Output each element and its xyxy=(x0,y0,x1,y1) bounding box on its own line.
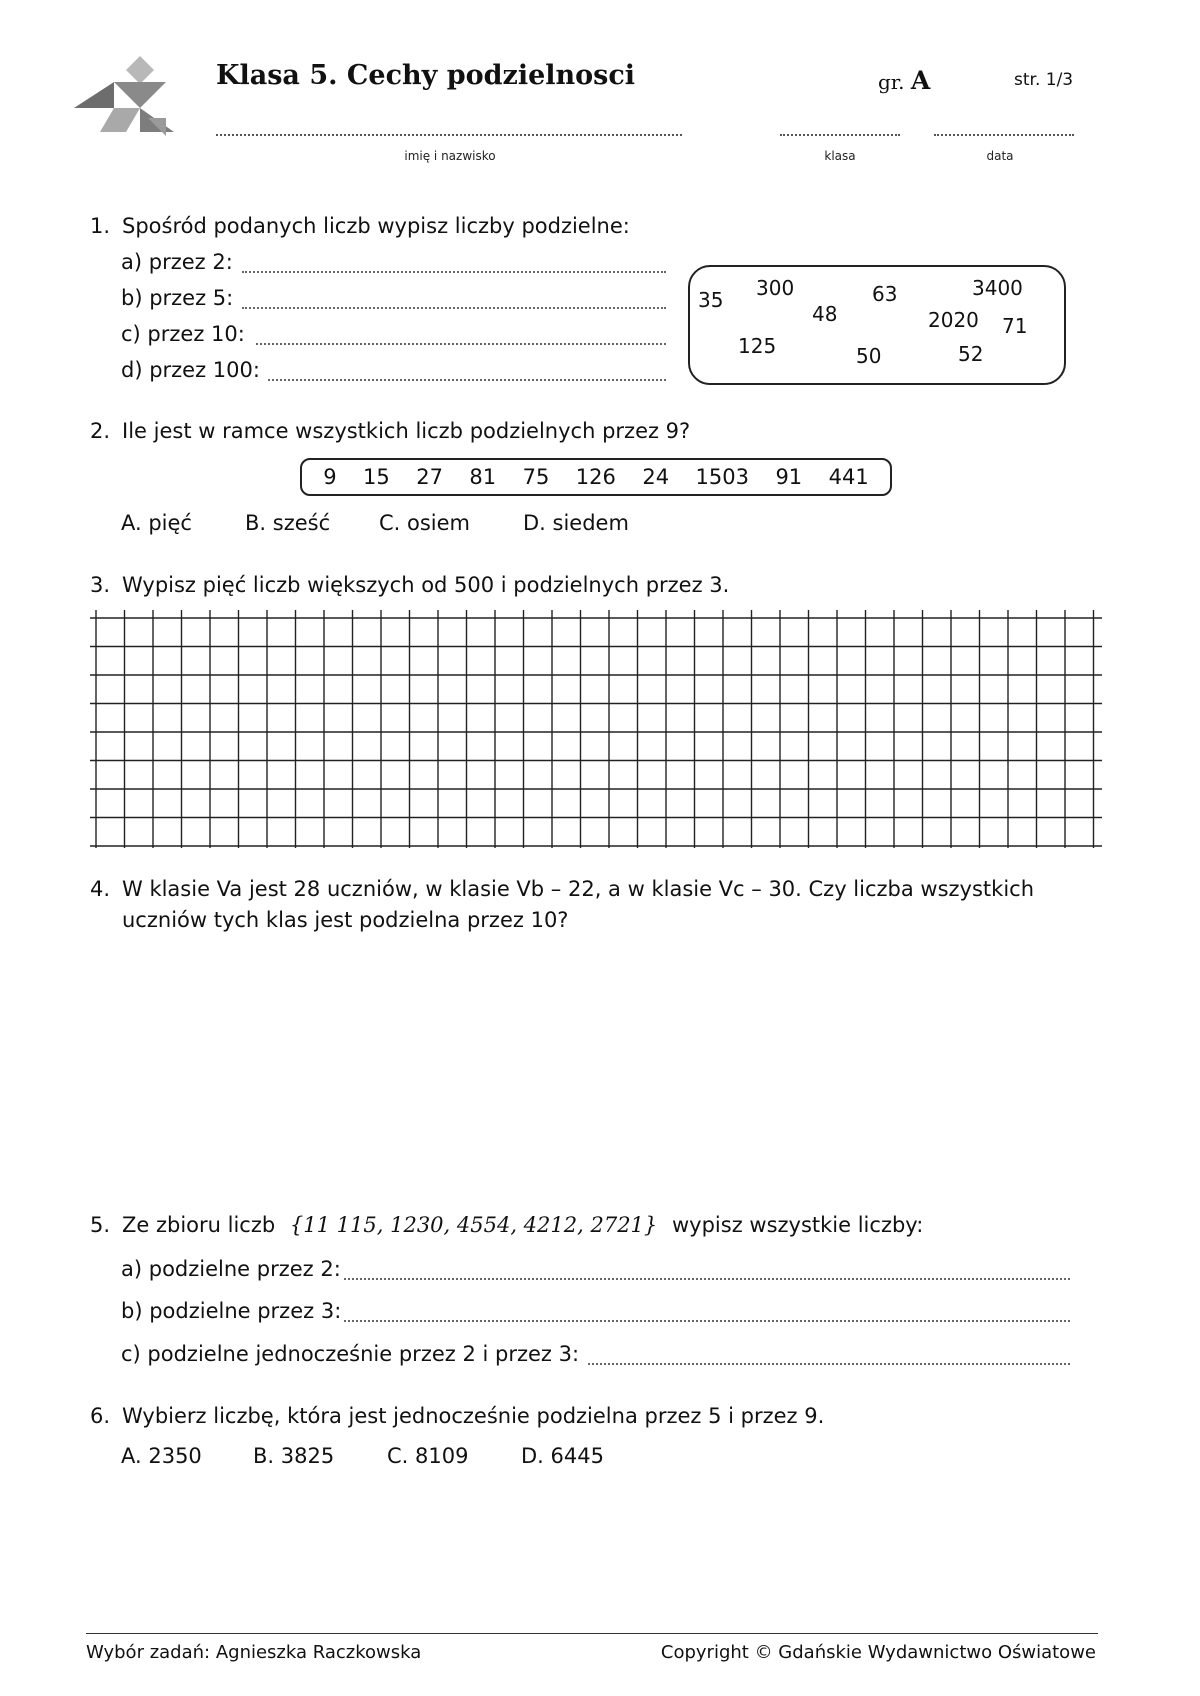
answer-grid[interactable] xyxy=(90,610,1102,848)
q1-item-a-label: a) przez 2: xyxy=(121,250,233,274)
frame-number: 3400 xyxy=(972,276,1023,300)
q2-number-frame xyxy=(300,458,892,496)
q5-item-a-label: a) podzielne przez 2: xyxy=(121,1257,341,1281)
q1-item-d-label: d) przez 100: xyxy=(121,358,260,382)
q2-options xyxy=(121,511,629,535)
q5-item-a-answer-line[interactable] xyxy=(344,1278,1070,1280)
question-2 xyxy=(90,419,690,443)
footer-divider xyxy=(86,1633,1098,1634)
answer-option-b[interactable]: B. 3825 xyxy=(253,1444,335,1468)
q5-item-b-label: b) podzielne przez 3: xyxy=(121,1299,342,1323)
frame-number: 125 xyxy=(738,334,777,358)
frame-number: 48 xyxy=(812,302,838,326)
q6-options xyxy=(121,1444,604,1468)
answer-option-b[interactable]: B. sześć xyxy=(245,511,331,535)
frame-number: 71 xyxy=(1002,314,1028,338)
question-5 xyxy=(90,1213,923,1237)
frame-number: 1503 xyxy=(695,465,749,489)
frame-number: 27 xyxy=(416,465,443,489)
name-caption: imię i nazwisko xyxy=(404,149,496,163)
question-text: Spośród podanych liczb wypisz liczby podzielne: xyxy=(122,214,630,238)
question-6 xyxy=(90,1404,824,1428)
q5-item-b-answer-line[interactable] xyxy=(344,1320,1070,1322)
question-text: Wypisz pięć liczb większych od 500 i podzielnych przez 3. xyxy=(122,573,730,597)
q1-item-c-answer-line[interactable] xyxy=(256,343,666,345)
q1-item-d-answer-line[interactable] xyxy=(268,379,666,381)
frame-number: 81 xyxy=(469,465,497,489)
answer-option-c[interactable]: C. 8109 xyxy=(387,1444,469,1468)
publisher-logo xyxy=(74,56,184,146)
frame-number: 9 xyxy=(323,465,337,489)
name-field-line xyxy=(216,134,682,136)
question-number: 3. xyxy=(90,573,111,597)
q5-item-c-label: c) podzielne jednocześnie przez 2 i przez 3: xyxy=(121,1342,580,1366)
group-indicator xyxy=(878,66,930,95)
page-title: Klasa 5. Cechy podzielnosci xyxy=(216,60,636,91)
date-field-line xyxy=(934,134,1074,136)
frame-number: 91 xyxy=(775,465,803,489)
question-text-line-1: W klasie Va jest 28 uczniów, w klasie Vb – 22, a w klasie Vc – 30. Czy liczba wszystkich xyxy=(122,877,1035,901)
class-caption: klasa xyxy=(824,149,856,163)
frame-number: 300 xyxy=(756,276,795,300)
answer-option-c[interactable]: C. osiem xyxy=(379,511,471,535)
class-field-line xyxy=(780,134,900,136)
q1-item-b-label: b) przez 5: xyxy=(121,286,234,310)
question-text-after: wypisz wszystkie liczby: xyxy=(671,1213,924,1237)
frame-number: 441 xyxy=(828,465,869,489)
frame-number: 15 xyxy=(363,465,390,489)
question-number: 2. xyxy=(90,419,111,443)
frame-number: 75 xyxy=(522,465,550,489)
footer-author: Wybór zadań: Agnieszka Raczkowska xyxy=(86,1642,422,1663)
answer-option-a[interactable]: A. 2350 xyxy=(121,1444,202,1468)
question-text-line-2: uczniów tych klas jest podzielna przez 10? xyxy=(122,908,569,932)
answer-option-a[interactable]: A. pięć xyxy=(121,511,192,535)
frame-number: 2020 xyxy=(928,308,979,332)
q1-item-b-answer-line[interactable] xyxy=(242,307,666,309)
frame-number: 52 xyxy=(958,342,984,366)
question-number: 1. xyxy=(90,214,111,238)
question-number: 6. xyxy=(90,1404,111,1428)
question-3 xyxy=(90,573,729,597)
frame-number: 35 xyxy=(698,288,724,312)
question-text: Wybierz liczbę, która jest jednocześnie podzielna przez 5 i przez 9. xyxy=(122,1404,825,1428)
q5-item-c-answer-line[interactable] xyxy=(588,1363,1070,1365)
q1-item-c-label: c) przez 10: xyxy=(121,322,245,346)
question-number: 4. xyxy=(90,877,111,901)
page-number: str. 1/3 xyxy=(1014,70,1074,90)
frame-number: 126 xyxy=(575,465,616,489)
q1-item-a-answer-line[interactable] xyxy=(242,271,666,273)
number-set: {11 115, 1230, 4554, 4212, 2721} xyxy=(289,1213,658,1237)
question-4 xyxy=(90,874,1100,936)
group-value: A xyxy=(910,66,931,95)
footer-copyright: Copyright © Gdańskie Wydawnictwo Oświatowe xyxy=(660,1642,1096,1663)
frame-number: 63 xyxy=(872,282,898,306)
question-text: Ile jest w ramce wszystkich liczb podzielnych przez 9? xyxy=(122,419,691,443)
answer-option-d[interactable]: D. siedem xyxy=(523,511,629,535)
frame-number: 24 xyxy=(642,465,670,489)
question-text-before: Ze zbioru liczb xyxy=(122,1213,276,1237)
answer-option-d[interactable]: D. 6445 xyxy=(521,1444,604,1468)
question-number: 5. xyxy=(90,1213,111,1237)
group-label: gr. xyxy=(878,70,905,94)
frame-number: 50 xyxy=(856,344,882,368)
date-caption: data xyxy=(986,149,1014,163)
question-1 xyxy=(90,214,630,238)
